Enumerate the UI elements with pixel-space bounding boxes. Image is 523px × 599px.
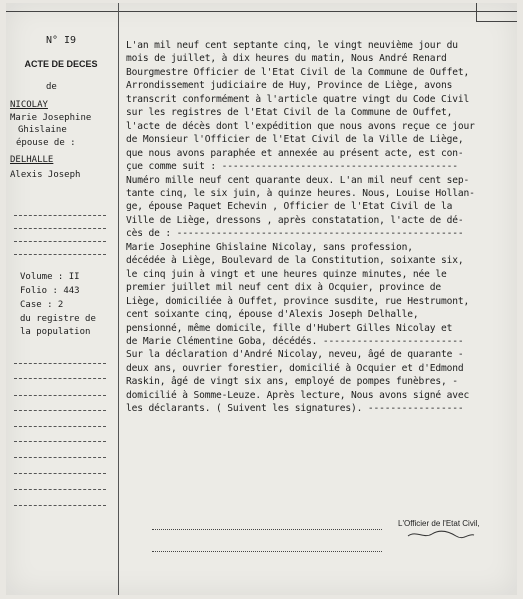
body-line: cent soixante cinq, épouse d'Alexis Joseph Delhalle, bbox=[126, 309, 419, 321]
volume: Volume : II bbox=[20, 272, 80, 282]
registre-2: la population bbox=[20, 327, 91, 337]
body-line: que nous avons paraphée et annexée au présent acte, est con- bbox=[126, 147, 464, 159]
margin-dash bbox=[14, 457, 106, 458]
signature-dotted-line bbox=[152, 529, 382, 530]
body-line: Raskin, âgé de vingt six ans, employé de pompes funèbres, - bbox=[126, 376, 458, 388]
deceased-given-names-2: Ghislaine bbox=[18, 125, 67, 135]
body-line: pensionné, même domicile, fille d'Hubert Gilles Nicolay et bbox=[126, 322, 453, 334]
margin-dash bbox=[14, 254, 106, 255]
body-line: cès de : --------------------------------------------------- bbox=[126, 228, 464, 240]
margin-dash bbox=[14, 395, 106, 396]
spouse-given-names: Alexis Joseph bbox=[10, 170, 81, 180]
body-line: de Marie Clémentine Goba, décédés. ------------------------- bbox=[126, 335, 464, 347]
deceased-surname: NICOLAY bbox=[10, 100, 48, 110]
deceased-given-names-1: Marie Josephine bbox=[10, 113, 92, 123]
margin-dash bbox=[14, 410, 106, 411]
corner-box bbox=[476, 3, 517, 22]
act-number: N° I9 bbox=[45, 35, 77, 46]
margin-dash bbox=[14, 441, 106, 442]
margin-dash bbox=[14, 489, 106, 490]
body-line: le cinq juin à vingt et une heures quinze minutes, née le bbox=[126, 268, 447, 280]
death-certificate-page bbox=[6, 3, 517, 595]
body-line: décédée à Liège, Boulevard de la Constitution, soixante six, bbox=[126, 255, 464, 267]
top-rule bbox=[6, 11, 517, 12]
margin-dash bbox=[14, 241, 106, 242]
margin-dash bbox=[14, 378, 106, 379]
body-line: Ville de Liège, dressons , après constatation, l'acte de dé- bbox=[126, 214, 464, 226]
epouse-de-label: épouse de : bbox=[16, 138, 76, 148]
folio: Folio : 443 bbox=[20, 286, 80, 296]
margin-dash bbox=[14, 363, 106, 364]
body-line: Arrondissement judiciaire de Huy, Province de Liège, avons bbox=[126, 80, 453, 92]
margin-dash bbox=[14, 215, 106, 216]
margin-de: de bbox=[46, 82, 57, 92]
margin-dash bbox=[14, 473, 106, 474]
case: Case : 2 bbox=[20, 300, 64, 310]
officer-signature-caption: L'Officier de l'Etat Civil, bbox=[398, 519, 480, 528]
body-line: tante cinq, le six juin, à quinze heures. Nous, Louise Hollan- bbox=[126, 187, 475, 199]
spouse-surname: DELHALLE bbox=[10, 155, 54, 165]
body-line: les déclarants. ( Suivent les signatures). ----------------- bbox=[126, 403, 464, 415]
margin-dash bbox=[14, 426, 106, 427]
margin-dash bbox=[14, 505, 106, 506]
act-body-text bbox=[126, 39, 516, 416]
registre-1: du registre de bbox=[20, 314, 96, 324]
body-line: ge, épouse Paquet Echevin , Officier de l'Etat Civil de la bbox=[126, 201, 453, 213]
margin-dash bbox=[14, 228, 106, 229]
body-line: Liège, domiciliée à Ouffet, province susdite, rue Hestrumont, bbox=[126, 295, 470, 307]
body-line: mois de juillet, à dix heures du matin, Nous André Renard bbox=[126, 53, 447, 65]
signature-dotted-line bbox=[152, 551, 382, 552]
act-title: ACTE DE DECES bbox=[24, 59, 98, 69]
body-line: sur les registres de l'Etat Civil de la Commune de Ouffet, bbox=[126, 107, 453, 119]
body-line: Numéro mille neuf cent quarante deux. L'an mil neuf cent sep- bbox=[126, 174, 470, 186]
body-line: Sur la déclaration d'André Nicolay, neveu, âgé de quarante - bbox=[126, 349, 464, 361]
body-line: domicilié à Somme-Leuze. Après lecture, Nous avons signé avec bbox=[126, 389, 470, 401]
body-line: çue comme suit : ------------------------------------------ bbox=[126, 161, 458, 173]
body-line: transcrit conformément à l'article quatre vingt du Code Civil bbox=[126, 93, 470, 105]
body-line: l'acte de décès dont l'expédition que nous avons reçue ce jour bbox=[126, 120, 475, 132]
body-line: Marie Josephine Ghislaine Nicolay, sans profession, bbox=[126, 241, 413, 253]
body-line: de Monsieur l'Officier de l'Etat Civil de la Ville de Liège, bbox=[126, 134, 464, 146]
body-line: premier juillet mil neuf cent dix à Ocquier, province de bbox=[126, 282, 442, 294]
body-line: L'an mil neuf cent septante cinq, le vingt neuvième jour du bbox=[126, 40, 458, 51]
body-line: deux ans, ouvrier forestier, domicilié à Ocquier et d'Edmond bbox=[126, 362, 464, 374]
body-line: Bourgmestre Officier de l'Etat Civil de la Commune de Ouffet, bbox=[126, 66, 470, 78]
handwritten-signature-mark bbox=[406, 528, 476, 540]
